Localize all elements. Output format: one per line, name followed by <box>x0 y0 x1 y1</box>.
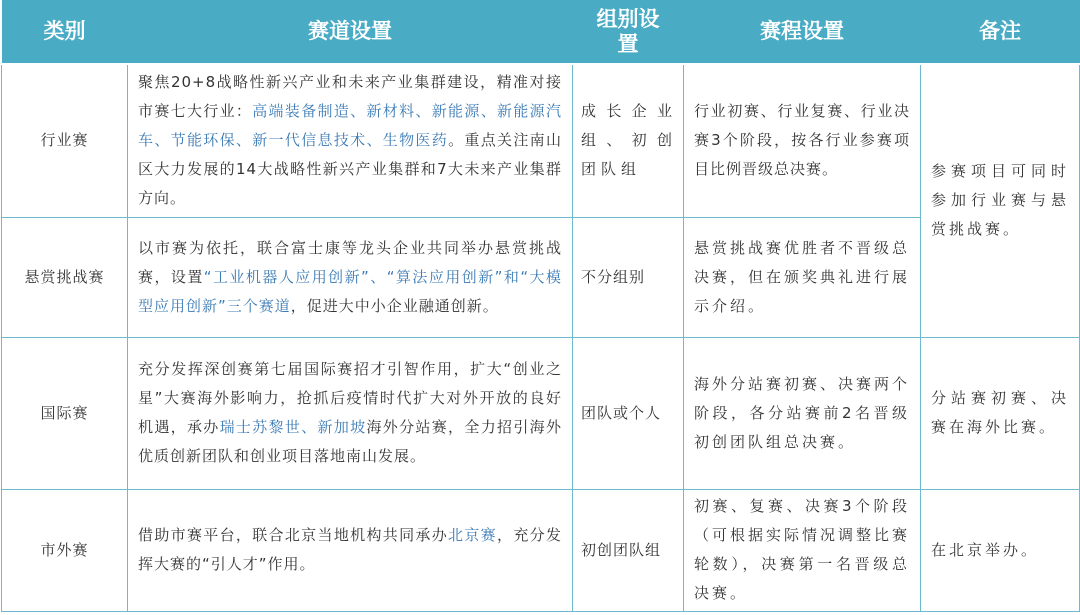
table-row <box>2 337 1080 489</box>
table-row <box>2 217 1080 337</box>
group-cell: 初创团队组 <box>573 489 684 611</box>
header-remark: 备注 <box>921 0 1080 64</box>
table-row <box>2 64 1080 217</box>
header-group-label: 组别设置 <box>596 6 660 56</box>
category-cell: 悬赏挑战赛 <box>2 217 128 337</box>
track-text: ，充分发挥大赛的“引人才”作用。 <box>138 526 562 573</box>
highlighted-text: 高端装备制造、新材料、新能源、新能源汽车、节能环保、新一代信息技术、生物医药 <box>138 102 562 150</box>
header-group <box>573 0 684 64</box>
category-cell: 市外赛 <box>2 489 128 611</box>
category-cell: 行业赛 <box>2 64 128 217</box>
highlighted-text: “工业机器人应用创新”、“算法应用创新”和“大模型应用创新”三个赛道 <box>138 267 562 315</box>
track-text: ，促进大中小企业融通创新。 <box>290 296 499 315</box>
header-schedule: 赛程设置 <box>684 0 921 64</box>
track-text: 聚焦20+8战略性新兴产业和未来产业集群建设，精准对接市赛七大行业： <box>138 73 562 121</box>
track-cell <box>128 64 573 217</box>
highlighted-text: 北京赛 <box>448 526 498 544</box>
schedule-cell: 悬赏挑战赛优胜者不晋级总决赛，但在颁奖典礼进行展示介绍。 <box>684 217 921 337</box>
remark-cell: 在北京举办。 <box>921 489 1080 611</box>
schedule-cell: 行业初赛、行业复赛、行业决赛3个阶段，按各行业参赛项目比例晋级总决赛。 <box>684 64 921 217</box>
remark-cell: 参赛项目可同时参加行业赛与悬赏挑战赛。 <box>921 64 1080 337</box>
category-cell: 国际赛 <box>2 337 128 489</box>
header-track: 赛道设置 <box>128 0 573 64</box>
header-row <box>2 0 1080 64</box>
track-text: 海外分站赛，全力招引海外优质创新团队和创业项目落地南山发展。 <box>138 418 562 465</box>
table-row <box>2 489 1080 611</box>
track-text: 充分发挥深创赛第七届国际赛招才引智作用，扩大“创业之星”大赛海外影响力，抢抓后疫情时代扩大对外开放的良好机遇，承办 <box>138 360 562 436</box>
track-cell <box>128 217 573 337</box>
remark-cell: 分站赛初赛、决赛在海外比赛。 <box>921 337 1080 489</box>
highlighted-text: 瑞士苏黎世、新加坡 <box>219 418 367 436</box>
track-text: 借助市赛平台，联合北京当地机构共同承办 <box>138 526 449 544</box>
group-cell: 团队或个人 <box>573 337 684 489</box>
schedule-cell: 初赛、复赛、决赛3个阶段（可根据实际情况调整比赛轮数），决赛第一名晋级总决赛。 <box>684 489 921 611</box>
competition-table <box>1 0 1080 612</box>
header-category: 类别 <box>2 0 128 64</box>
track-text: 。重点关注南山区大力发展的14大战略性新兴产业集群和7大未来产业集群方向。 <box>138 131 562 208</box>
track-cell <box>128 337 573 489</box>
group-cell: 成长企业组、初创团队组 <box>573 64 684 217</box>
track-text: 以市赛为依托，联合富士康等龙头企业共同举办悬赏挑战赛，设置 <box>138 238 562 286</box>
group-cell: 不分组别 <box>573 217 684 337</box>
track-cell <box>128 489 573 611</box>
schedule-cell: 海外分站赛初赛、决赛两个阶段，各分站赛前2名晋级初创团队组总决赛。 <box>684 337 921 489</box>
